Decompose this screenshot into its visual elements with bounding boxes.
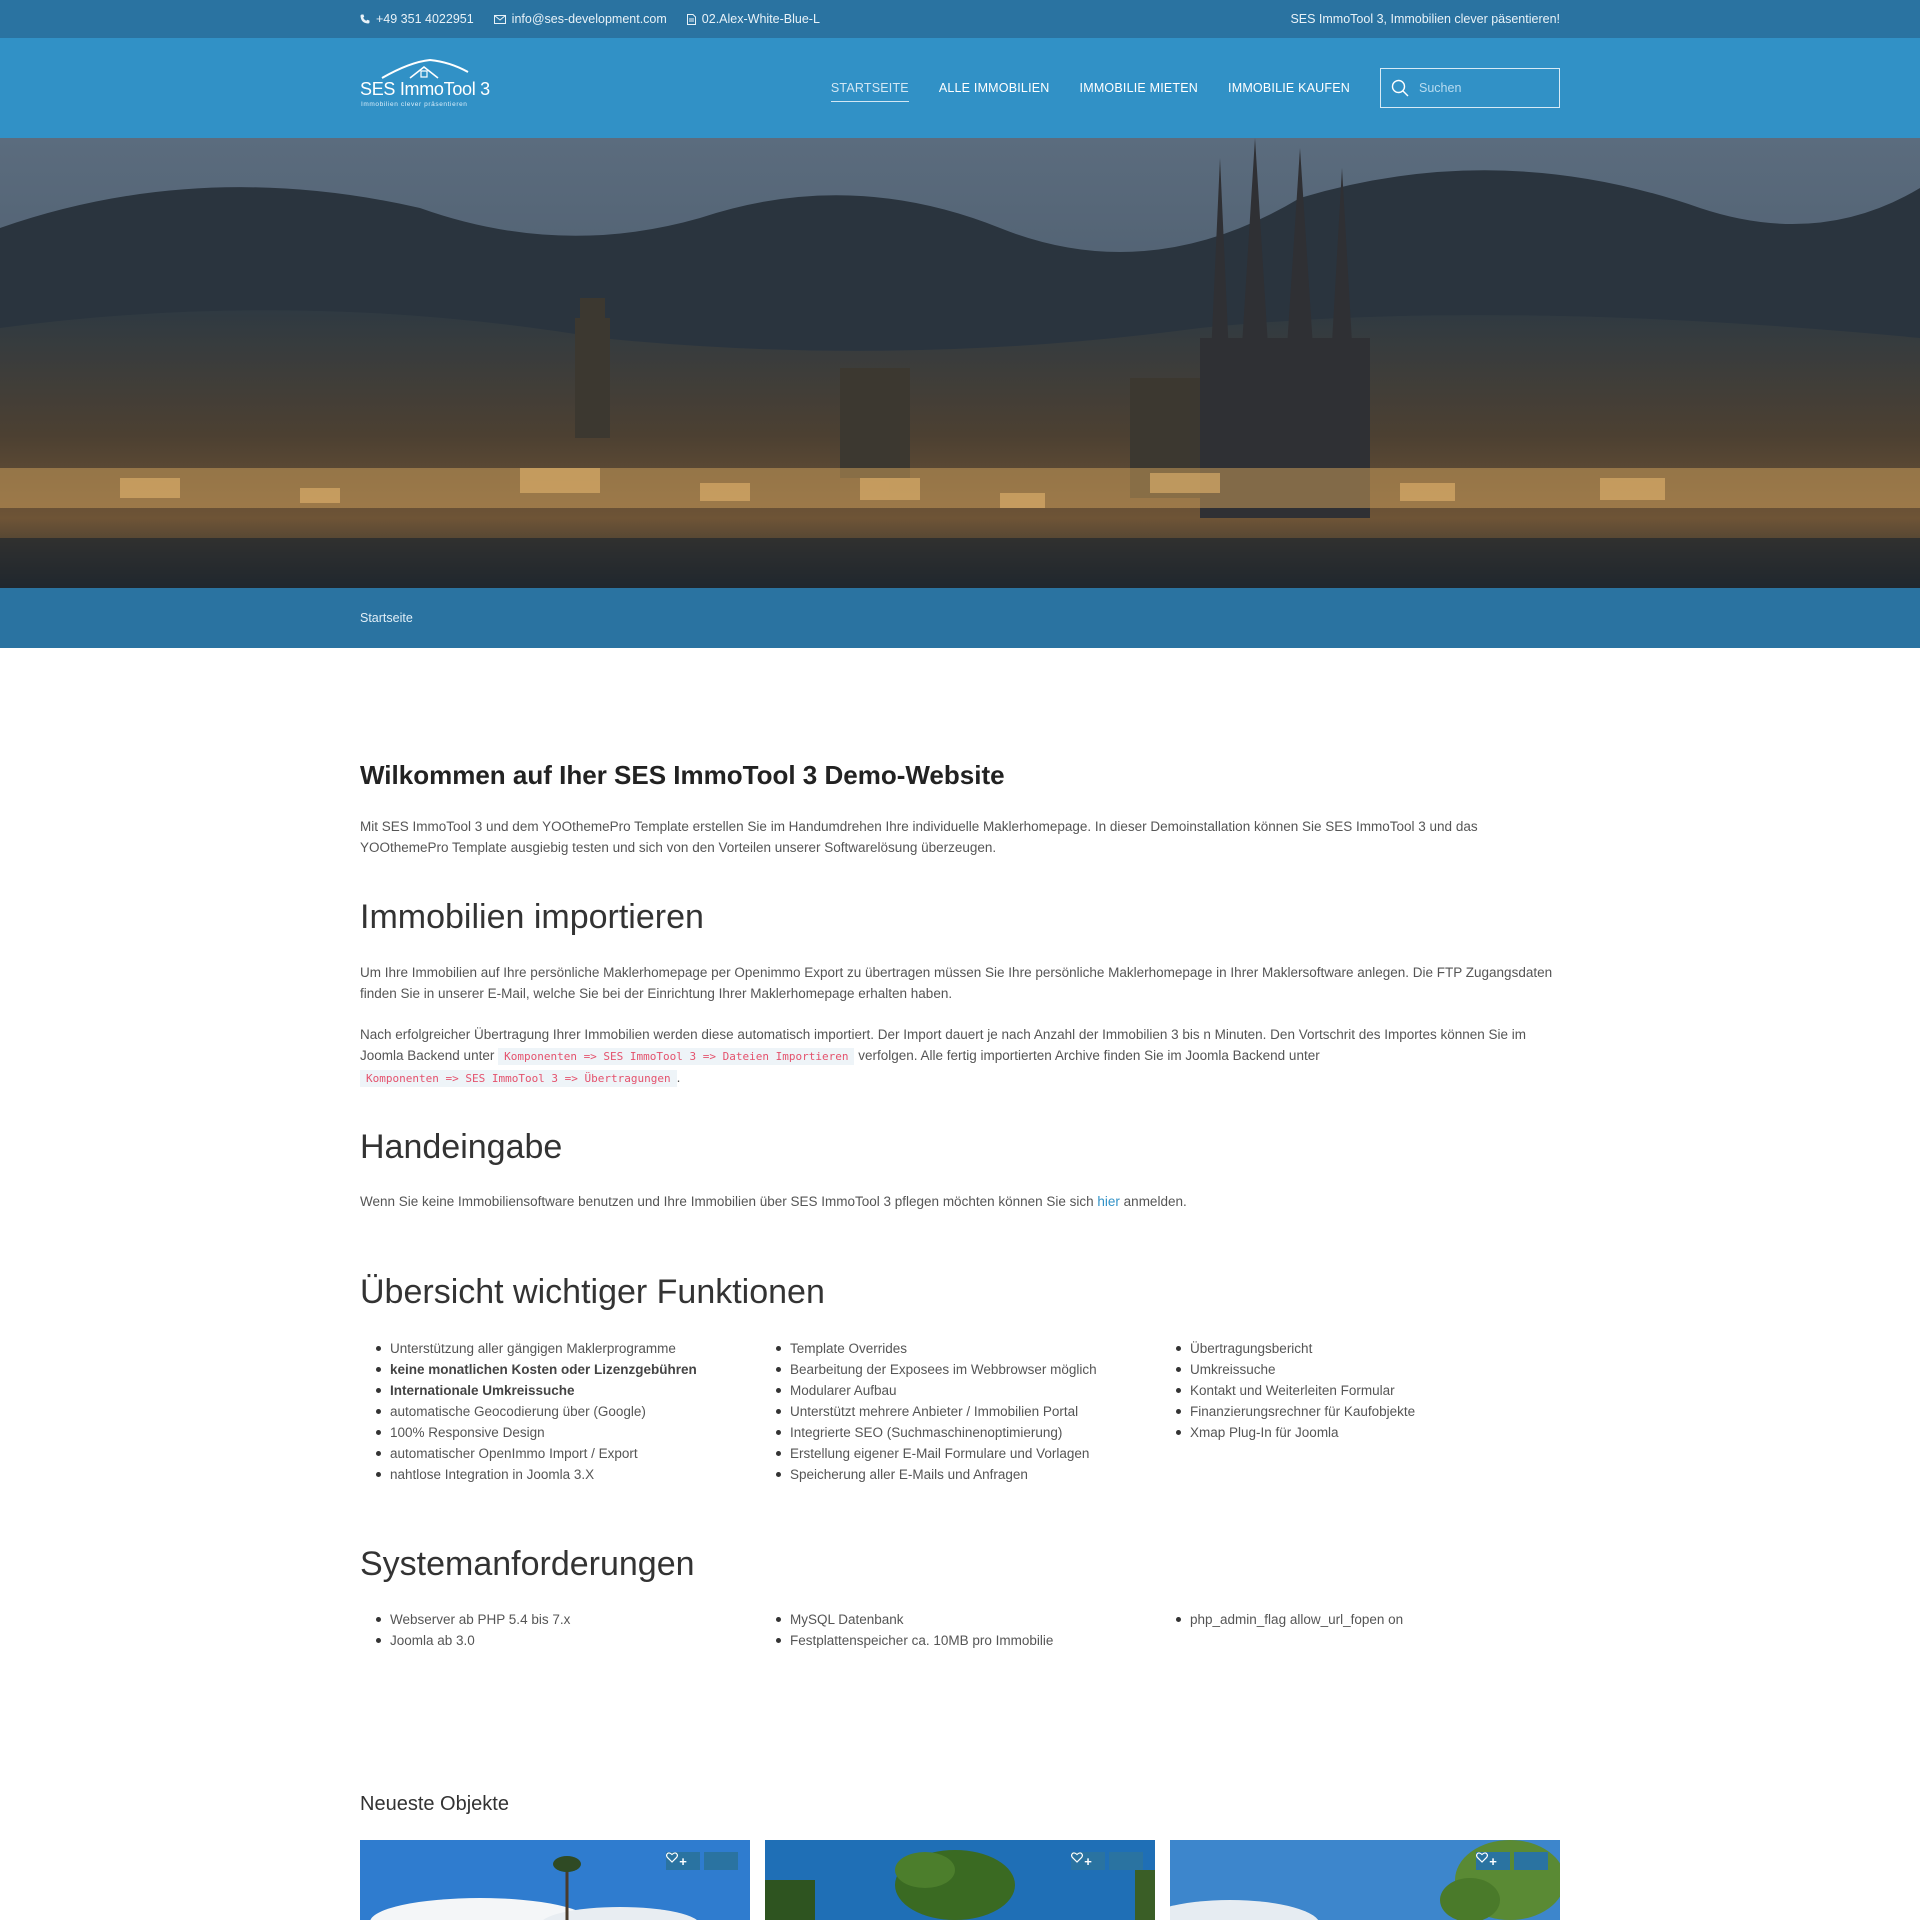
- phone-number: +49 351 4022951: [376, 12, 474, 26]
- list-item: Übertragungsbericht: [1176, 1338, 1560, 1359]
- list-item: Bearbeitung der Exposees im Webbrowser möglich: [776, 1359, 1160, 1380]
- sysreq-column-2: [760, 1609, 1160, 1651]
- page-title: Wilkommen auf Iher SES ImmoTool 3 Demo-Website: [360, 760, 1005, 790]
- code-dateien-importieren: Komponenten => SES ImmoTool 3 => Dateien Importieren: [498, 1048, 854, 1065]
- list-item: Finanzierungsrechner für Kaufobjekte: [1176, 1401, 1560, 1422]
- list-item: Template Overrides: [776, 1338, 1160, 1359]
- import-heading: Immobilien importieren: [360, 898, 704, 936]
- favorite-button[interactable]: [704, 1852, 738, 1870]
- house-roof-icon: [380, 58, 470, 80]
- template-contact[interactable]: [687, 12, 820, 26]
- breadcrumb[interactable]: Startseite: [360, 611, 413, 625]
- tagline: SES ImmoTool 3, Immobilien clever päsentieren!: [1290, 12, 1560, 26]
- sysreq-list: [360, 1609, 1560, 1651]
- features-column-1: [360, 1338, 760, 1485]
- sysreq-heading: Systemanforderungen: [360, 1545, 695, 1583]
- add-to-list-button[interactable]: +: [666, 1852, 700, 1870]
- list-item: Unterstützung aller gängigen Maklerprogramme: [376, 1338, 760, 1359]
- import-paragraph-2: [360, 1024, 1560, 1089]
- manual-text-b: anmelden.: [1119, 1194, 1187, 1209]
- list-item: automatischer OpenImmo Import / Export: [376, 1443, 760, 1464]
- import-paragraph-1: Um Ihre Immobilien auf Ihre persönliche Maklerhomepage per Openimmo Export zu übertragen müssen Sie Ihre persönliche Maklerhomepage in Ihrer Maklersoftware anlegen. Die FTP Zugangsdaten finden Sie in unserer E-Mail, welche Sie bei der Einrichtung Ihrer Maklerhomepage erhalten haben.: [360, 965, 1553, 1001]
- template-name: 02.Alex-White-Blue-L: [701, 12, 820, 26]
- list-item: keine monatlichen Kosten oder Lizenzgebühren: [376, 1359, 760, 1380]
- add-to-list-button[interactable]: +: [1476, 1852, 1510, 1870]
- manual-paragraph: [360, 1191, 1560, 1212]
- site-header: [0, 38, 1920, 138]
- list-item: Xmap Plug-In für Joomla: [1176, 1422, 1560, 1443]
- document-icon: [687, 14, 696, 25]
- newest-heading: Neueste Objekte: [360, 1793, 509, 1815]
- property-cards: [360, 1840, 1560, 1920]
- phone-icon: [360, 14, 370, 24]
- favorite-button[interactable]: [1109, 1852, 1143, 1870]
- logo-text: SES ImmoTool 3: [360, 79, 490, 99]
- main-nav: [831, 75, 1350, 102]
- list-item: Internationale Umkreissuche: [376, 1380, 760, 1401]
- search-input[interactable]: [1419, 81, 1539, 95]
- features-list: [360, 1338, 1560, 1485]
- site-logo[interactable]: [360, 58, 490, 118]
- heart-icon: [1071, 1852, 1083, 1863]
- city-skyline-image: [0, 138, 1920, 588]
- heart-icon: [666, 1852, 678, 1863]
- manual-text-a: Wenn Sie keine Immobiliensoftware benutzen und Ihre Immobilien über SES ImmoTool 3 pflegen möchten können Sie sich: [360, 1194, 1098, 1209]
- property-card[interactable]: [360, 1840, 750, 1920]
- list-item: Festplattenspeicher ca. 10MB pro Immobilie: [776, 1630, 1160, 1651]
- list-item: automatische Geocodierung über (Google): [376, 1401, 760, 1422]
- list-item: Modularer Aufbau: [776, 1380, 1160, 1401]
- email-address: info@ses-development.com: [511, 12, 667, 26]
- phone-contact[interactable]: [360, 12, 474, 26]
- heart-icon: [1476, 1852, 1488, 1863]
- sysreq-column-3: [1160, 1609, 1560, 1651]
- list-item: Webserver ab PHP 5.4 bis 7.x: [376, 1609, 760, 1630]
- manual-heading: Handeingabe: [360, 1128, 563, 1166]
- top-bar: [0, 0, 1920, 38]
- search-icon: [1391, 79, 1409, 97]
- breadcrumb-bar: [0, 588, 1920, 648]
- list-item: nahtlose Integration in Joomla 3.X: [376, 1464, 760, 1485]
- list-item: Umkreissuche: [1176, 1359, 1560, 1380]
- list-item: Integrierte SEO (Suchmaschinenoptimierung): [776, 1422, 1160, 1443]
- envelope-icon: [494, 15, 506, 24]
- import-text-c: .: [676, 1070, 681, 1085]
- add-to-list-button[interactable]: +: [1071, 1852, 1105, 1870]
- list-item: Joomla ab 3.0: [376, 1630, 760, 1651]
- list-item: Speicherung aller E-Mails und Anfragen: [776, 1464, 1160, 1485]
- email-contact[interactable]: [494, 12, 667, 26]
- code-uebertragungen: Komponenten => SES ImmoTool 3 => Übertragungen: [360, 1070, 677, 1087]
- property-card[interactable]: [765, 1840, 1155, 1920]
- intro-paragraph: Mit SES ImmoTool 3 und dem YOOthemePro Template erstellen Sie im Handumdrehen Ihre individuelle Maklerhomepage. In dieser Demoinstallation können Sie SES ImmoTool 3 und das YOOthemePro Template ausgiebig testen und sich von den Vorteilen unserer Softwarelösung überzeugen.: [360, 819, 1478, 855]
- logo-subtitle: Immobilien clever präsentieren: [361, 101, 468, 108]
- sysreq-column-1: [360, 1609, 760, 1651]
- list-item: Unterstützt mehrere Anbieter / Immobilien Portal: [776, 1401, 1160, 1422]
- nav-startseite[interactable]: STARTSEITE: [831, 75, 909, 102]
- features-column-2: [760, 1338, 1160, 1485]
- property-card[interactable]: [1170, 1840, 1560, 1920]
- list-item: 100% Responsive Design: [376, 1422, 760, 1443]
- features-heading: Übersicht wichtiger Funktionen: [360, 1273, 825, 1311]
- import-text-b: verfolgen. Alle fertig importierten Archive finden Sie im Joomla Backend unter: [854, 1048, 1320, 1063]
- import-text-a: Nach erfolgreicher Übertragung Ihrer Immobilien werden diese automatisch importiert. Der Import dauert je nach Anzahl der Immobilien 3 bis n Minuten. Den Vortschrit des Importes können Sie im Joomla Backend unter: [360, 1027, 1527, 1063]
- list-item: MySQL Datenbank: [776, 1609, 1160, 1630]
- nav-immobilie-mieten[interactable]: IMMOBILIE MIETEN: [1079, 81, 1199, 95]
- list-item: Kontakt und Weiterleiten Formular: [1176, 1380, 1560, 1401]
- nav-alle-immobilien[interactable]: ALLE IMMOBILIEN: [938, 81, 1050, 95]
- register-link[interactable]: hier: [1097, 1194, 1120, 1209]
- features-column-3: [1160, 1338, 1560, 1485]
- nav-immobilie-kaufen[interactable]: IMMOBILIE KAUFEN: [1228, 81, 1350, 95]
- favorite-button[interactable]: [1514, 1852, 1548, 1870]
- hero-image: [0, 138, 1920, 588]
- list-item: php_admin_flag allow_url_fopen on: [1176, 1609, 1560, 1630]
- list-item: Erstellung eigener E-Mail Formulare und Vorlagen: [776, 1443, 1160, 1464]
- search-box[interactable]: [1380, 68, 1560, 108]
